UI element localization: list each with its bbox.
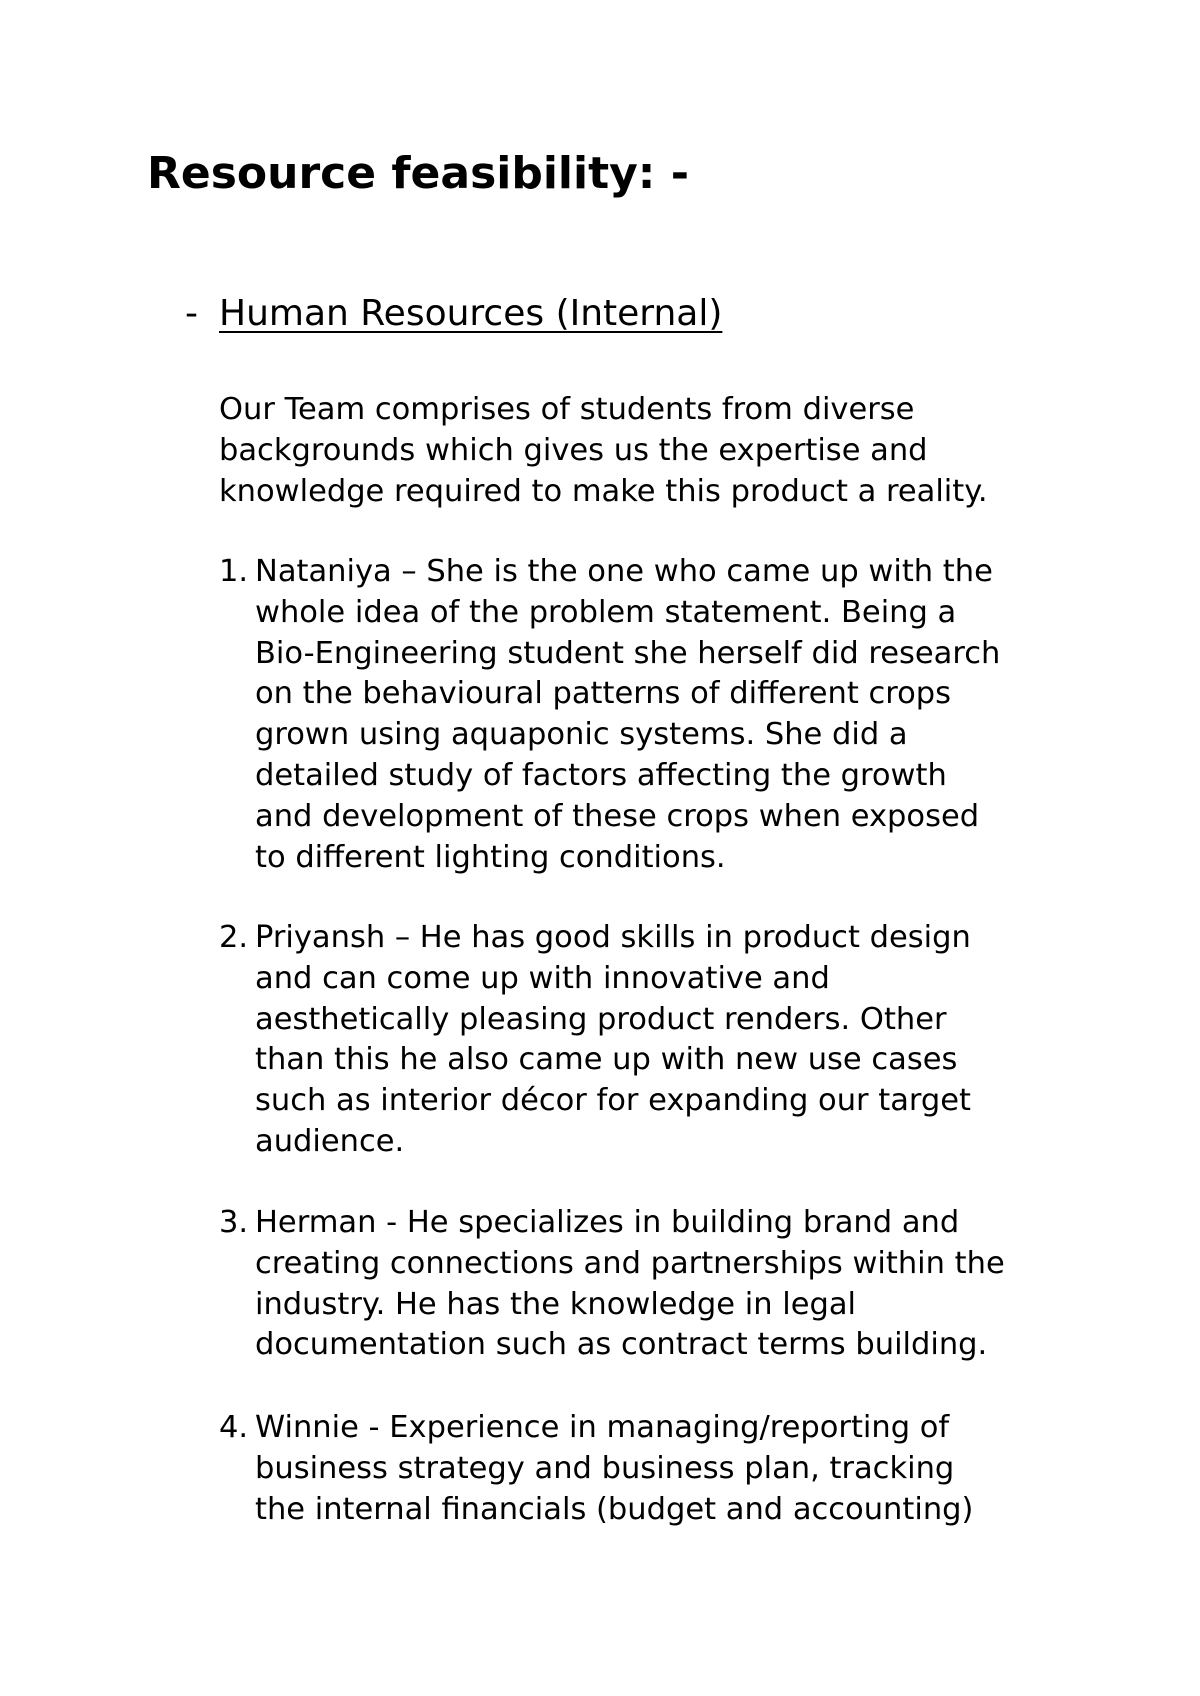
section-heading: Human Resources (Internal) — [219, 293, 723, 334]
section-heading-row — [185, 290, 722, 338]
member-line: detailed study of factors affecting the growth — [255, 757, 947, 793]
member-line: Winnie - Experience in managing/reporting of — [255, 1410, 950, 1445]
member-line: such as interior décor for expanding our target — [255, 1083, 971, 1119]
intro-line: backgrounds which gives us the expertise and — [219, 432, 928, 468]
member-line: industry. He has the knowledge in legal — [255, 1286, 857, 1322]
member-line: aesthetically pleasing product renders. Other — [255, 1001, 947, 1037]
member-description — [255, 552, 1000, 878]
intro-line: Our Team comprises of students from diverse — [219, 392, 915, 427]
member-description — [255, 918, 971, 1163]
member-line: and can come up with innovative and — [255, 960, 830, 996]
member-line: and development of these crops when exposed — [255, 798, 980, 834]
member-line: documentation such as contract terms building. — [255, 1327, 988, 1363]
member-description — [255, 1203, 1005, 1366]
intro-paragraph — [219, 390, 1099, 512]
member-line: Nataniya – She is the one who came up with the — [255, 554, 993, 589]
member-line: grown using aquaponic systems. She did a — [255, 717, 908, 753]
member-line: business strategy and business plan, tracking — [255, 1450, 955, 1486]
member-line: to different lighting conditions. — [255, 839, 726, 875]
member-line: than this he also came up with new use cases — [255, 1042, 958, 1078]
intro-line: knowledge required to make this product a reality. — [219, 473, 988, 509]
list-number: 1. — [219, 554, 249, 589]
list-number: 3. — [219, 1205, 249, 1240]
list-number: 2. — [219, 920, 249, 955]
member-description — [255, 1408, 973, 1530]
member-line: on the behavioural patterns of different crops — [255, 676, 952, 712]
member-line: the internal financials (budget and accounting) — [255, 1491, 974, 1527]
member-line: Bio-Engineering student she herself did research — [255, 635, 1001, 671]
list-number: 4. — [219, 1410, 249, 1445]
member-line: audience. — [255, 1123, 405, 1159]
member-line: creating connections and partnerships within the — [255, 1245, 1005, 1281]
section-bullet: - — [185, 293, 198, 334]
member-line: Herman - He specializes in building brand and — [255, 1205, 960, 1240]
member-line: Priyansh – He has good skills in product design — [255, 920, 971, 955]
page-title: Resource feasibility: - — [147, 148, 689, 199]
member-line: whole idea of the problem statement. Being a — [255, 594, 957, 630]
